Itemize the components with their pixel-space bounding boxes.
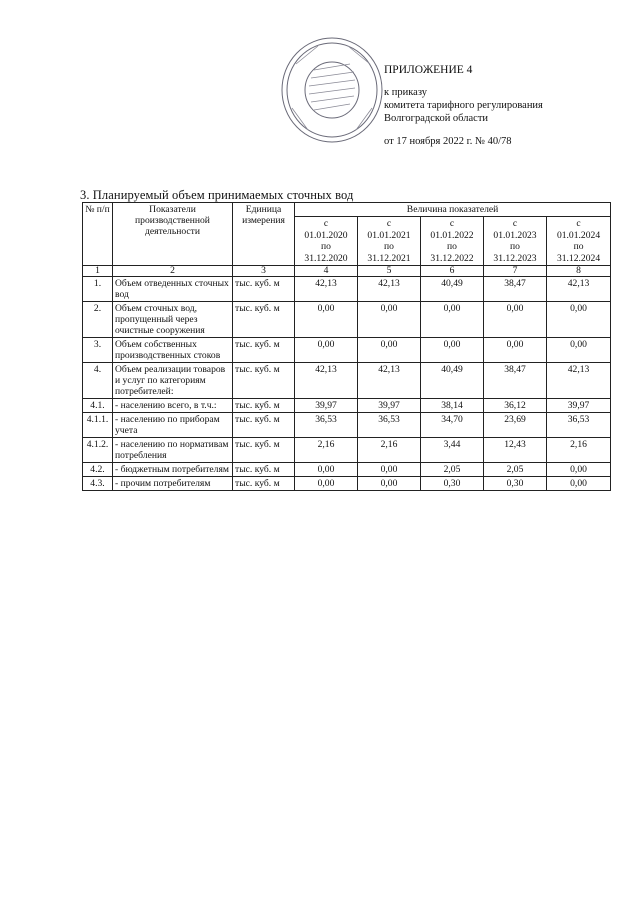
period-header: с 01.01.2024 по 31.12.2024 bbox=[547, 217, 611, 266]
table-row bbox=[83, 302, 611, 338]
row-number: 4.1. bbox=[83, 399, 113, 413]
table-row bbox=[83, 463, 611, 477]
row-number: 4.2. bbox=[83, 463, 113, 477]
header-indicator: Показатели производственной деятельности bbox=[113, 203, 233, 266]
order-line: к приказу bbox=[384, 87, 427, 98]
row-value: 0,00 bbox=[358, 302, 421, 338]
row-value: 3,44 bbox=[421, 438, 484, 463]
table-row bbox=[83, 399, 611, 413]
column-number: 3 bbox=[233, 266, 295, 277]
row-indicator: - населению по нормативам потребления bbox=[113, 438, 233, 463]
column-number: 5 bbox=[358, 266, 421, 277]
row-value: 38,47 bbox=[484, 277, 547, 302]
row-value: 0,00 bbox=[421, 302, 484, 338]
header-no: № п/п bbox=[83, 203, 113, 266]
row-indicator: - населению всего, в т.ч.: bbox=[113, 399, 233, 413]
row-indicator: - бюджетным потребителям bbox=[113, 463, 233, 477]
period-header: с 01.01.2020 по 31.12.2020 bbox=[295, 217, 358, 266]
row-value: 0,30 bbox=[484, 477, 547, 491]
row-value: 2,05 bbox=[421, 463, 484, 477]
column-number: 1 bbox=[83, 266, 113, 277]
row-value: 42,13 bbox=[295, 363, 358, 399]
row-value: 0,00 bbox=[547, 463, 611, 477]
row-value: 0,00 bbox=[358, 477, 421, 491]
row-value: 36,12 bbox=[484, 399, 547, 413]
row-unit: тыс. куб. м bbox=[233, 302, 295, 338]
period-header: с 01.01.2021 по 31.12.2021 bbox=[358, 217, 421, 266]
row-value: 0,00 bbox=[295, 338, 358, 363]
row-value: 42,13 bbox=[358, 277, 421, 302]
row-unit: тыс. куб. м bbox=[233, 413, 295, 438]
row-value: 38,14 bbox=[421, 399, 484, 413]
table-header-row bbox=[83, 203, 611, 217]
column-number: 7 bbox=[484, 266, 547, 277]
row-value: 0,00 bbox=[421, 338, 484, 363]
row-number: 4. bbox=[83, 363, 113, 399]
document-header bbox=[384, 64, 543, 148]
official-seal bbox=[278, 34, 386, 146]
column-number: 6 bbox=[421, 266, 484, 277]
row-value: 38,47 bbox=[484, 363, 547, 399]
header-unit: Единица измерения bbox=[233, 203, 295, 266]
row-indicator: Объем реализации товаров и услуг по категориям потребителей: bbox=[113, 363, 233, 399]
row-value: 0,00 bbox=[295, 463, 358, 477]
column-number: 8 bbox=[547, 266, 611, 277]
row-value: 0,00 bbox=[295, 302, 358, 338]
row-value: 0,00 bbox=[547, 302, 611, 338]
row-value: 42,13 bbox=[547, 363, 611, 399]
period-header: с 01.01.2023 по 31.12.2023 bbox=[484, 217, 547, 266]
committee-line: комитета тарифного регулирования bbox=[384, 100, 543, 111]
order-date: от 17 ноября 2022 г. № 40/78 bbox=[384, 136, 512, 147]
row-value: 42,13 bbox=[358, 363, 421, 399]
row-value: 36,53 bbox=[295, 413, 358, 438]
row-value: 23,69 bbox=[484, 413, 547, 438]
row-value: 39,97 bbox=[295, 399, 358, 413]
row-unit: тыс. куб. м bbox=[233, 363, 295, 399]
row-indicator: - населению по приборам учета bbox=[113, 413, 233, 438]
row-value: 0,30 bbox=[421, 477, 484, 491]
row-number: 1. bbox=[83, 277, 113, 302]
table-row bbox=[83, 363, 611, 399]
row-value: 0,00 bbox=[358, 463, 421, 477]
row-number: 2. bbox=[83, 302, 113, 338]
row-indicator: - прочим потребителям bbox=[113, 477, 233, 491]
row-number: 4.1.1. bbox=[83, 413, 113, 438]
row-unit: тыс. куб. м bbox=[233, 463, 295, 477]
row-number: 4.3. bbox=[83, 477, 113, 491]
row-value: 36,53 bbox=[358, 413, 421, 438]
row-unit: тыс. куб. м bbox=[233, 338, 295, 363]
table-row bbox=[83, 438, 611, 463]
row-value: 36,53 bbox=[547, 413, 611, 438]
row-number: 3. bbox=[83, 338, 113, 363]
row-value: 0,00 bbox=[484, 302, 547, 338]
row-indicator: Объем отведенных сточных вод bbox=[113, 277, 233, 302]
row-value: 42,13 bbox=[295, 277, 358, 302]
row-value: 34,70 bbox=[421, 413, 484, 438]
row-value: 0,00 bbox=[547, 477, 611, 491]
row-value: 2,16 bbox=[547, 438, 611, 463]
row-value: 2,16 bbox=[295, 438, 358, 463]
header-value: Величина показателей bbox=[295, 203, 611, 217]
row-value: 0,00 bbox=[358, 338, 421, 363]
section-title: 3. Планируемый объем принимаемых сточных вод bbox=[80, 188, 354, 202]
wastewater-volume-table bbox=[82, 202, 611, 491]
row-value: 40,49 bbox=[421, 363, 484, 399]
region-line: Волгоградской области bbox=[384, 113, 489, 124]
row-value: 39,97 bbox=[358, 399, 421, 413]
row-value: 42,13 bbox=[547, 277, 611, 302]
row-unit: тыс. куб. м bbox=[233, 477, 295, 491]
row-value: 0,00 bbox=[295, 477, 358, 491]
table-row bbox=[83, 277, 611, 302]
row-value: 0,00 bbox=[547, 338, 611, 363]
column-number: 4 bbox=[295, 266, 358, 277]
table-row bbox=[83, 413, 611, 438]
row-unit: тыс. куб. м bbox=[233, 438, 295, 463]
table-row bbox=[83, 338, 611, 363]
appendix-title: ПРИЛОЖЕНИЕ 4 bbox=[384, 64, 473, 76]
row-indicator: Объем сточных вод, пропущенный через очистные сооружения bbox=[113, 302, 233, 338]
row-value: 39,97 bbox=[547, 399, 611, 413]
column-number-row bbox=[83, 266, 611, 277]
row-indicator: Объем собственных производственных стоков bbox=[113, 338, 233, 363]
row-value: 2,16 bbox=[358, 438, 421, 463]
row-value: 12,43 bbox=[484, 438, 547, 463]
column-number: 2 bbox=[113, 266, 233, 277]
row-unit: тыс. куб. м bbox=[233, 399, 295, 413]
row-value: 40,49 bbox=[421, 277, 484, 302]
table-row bbox=[83, 477, 611, 491]
row-value: 0,00 bbox=[484, 338, 547, 363]
row-value: 2,05 bbox=[484, 463, 547, 477]
period-header: с 01.01.2022 по 31.12.2022 bbox=[421, 217, 484, 266]
row-number: 4.1.2. bbox=[83, 438, 113, 463]
row-unit: тыс. куб. м bbox=[233, 277, 295, 302]
